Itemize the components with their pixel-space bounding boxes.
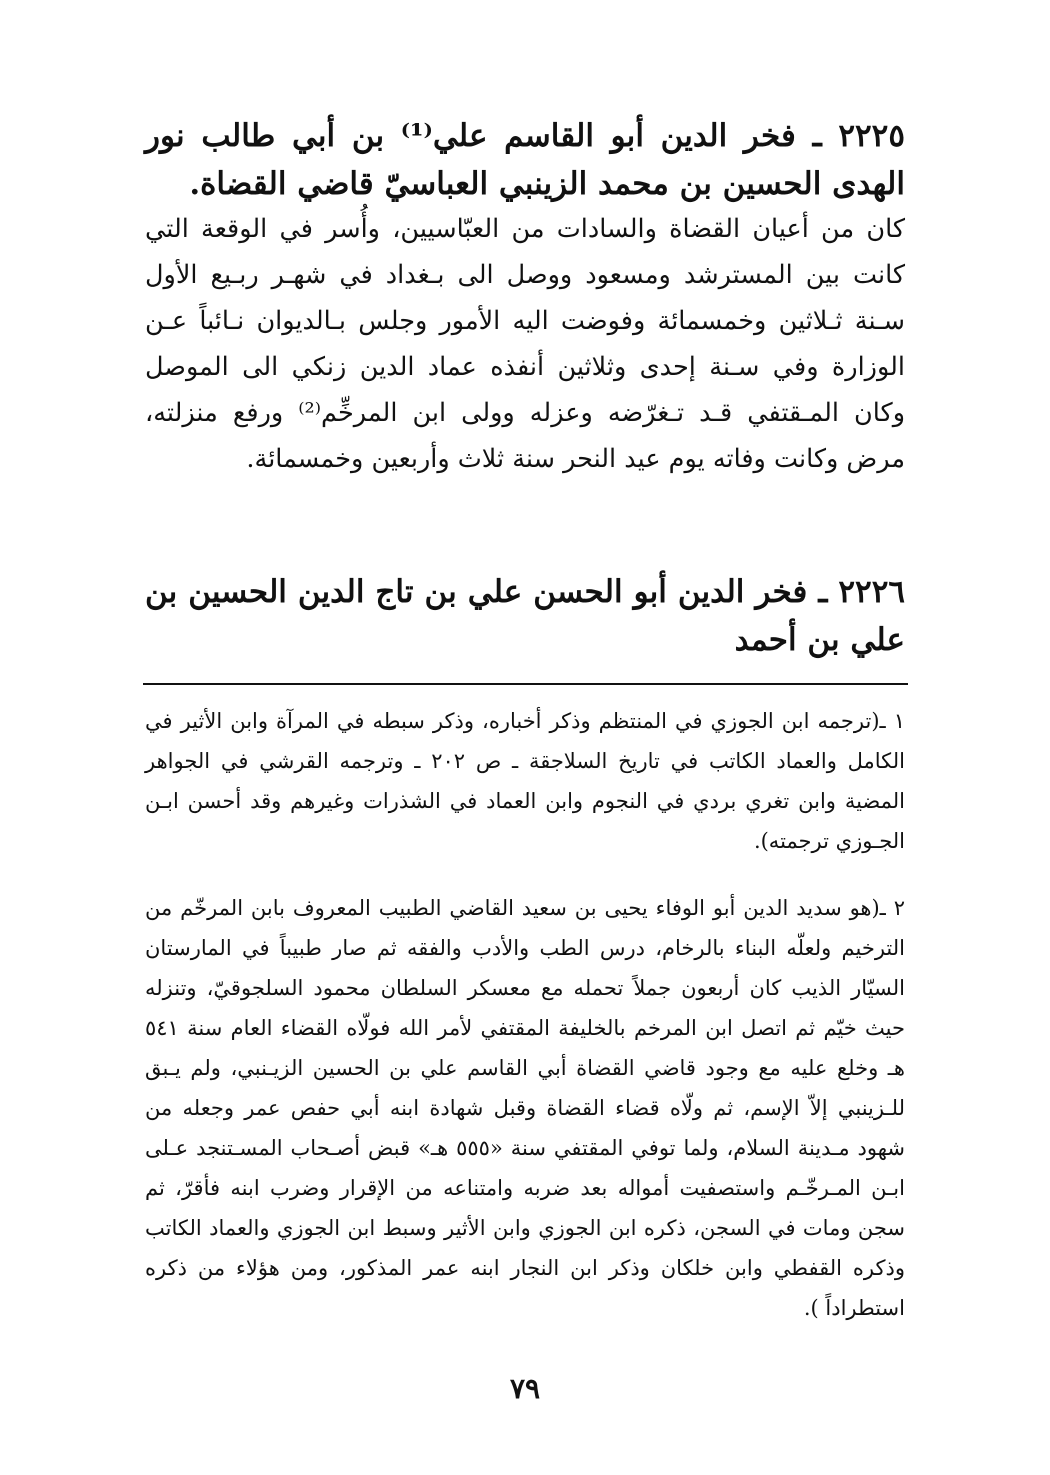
footnote-2: ٢ ـ(هو سديد الدين أبو الوفاء يحيى بن سعيد القاضي الطبيب المعروف بابن المرخّم من الترخيم ولعلّه البناء بالرخام، درس الطب والأدب والفقه ثم صار طبيباً في المارستان السيّار الذيب كان أربعون جملاً تحمله مع معسكر السلطان محمود السلجوقيّ، وتنزله حيث خيّم ثم اتصل ابن المرخم بالخليفة المقتفي لأمر الله فولّاه القضاء العام سنة ٥٤١ هـ وخلع عليه مع وجود قاضي القضاة أبي القاسم علي بن الحسين الزيـنبي، ولم يـبق للـزينبي إلاّ الإسم، ثم ولّاه قضاء القضاة وقبل شهادة ابنه أبي حفص عمر وجعله من شهود مـدينة السلام، ولما توفي المقتفي سنة «٥٥٥ هـ» قبض أصـحاب المسـتنجد عـلى ابـن المـرخّـم واستصفيت أمواله بعد ضربه وامتناعه من الإقرار وضرب ابنه فأقرّ، ثم سجن ومات في السجن، ذكره ابن الجوزي وابن الأثير وسبط ابن الجوزي والعماد الكاتب وذكره القفطي وابن خلكان وذكر ابن النجار ابنه عمر المذكور، ومن هؤلاء من ذكره استطراداً ).	[145, 896, 905, 1320]
entry-2225-heading: ٢٢٢٥ ـ فخر الدين أبو القاسم علي⁽¹⁾ بن أبي طالب نور الهدى الحسين بن محمد الزينبي العباسيّ قاضي القضاة.	[145, 118, 905, 202]
footnote-separator	[143, 683, 908, 685]
page-number: ٧٩	[509, 1372, 541, 1405]
entry-2226-heading: ٢٢٢٦ ـ فخر الدين أبو الحسن علي بن تاج الدين الحسين بن علي بن أحمد	[145, 574, 905, 658]
entry-2225-body: كان من أعيان القضاة والسادات من العبّاسيين، وأُسر في الوقعة التي كانت بين المسترشد ومسعود ووصل الى بـغداد في شهـر ربـيع الأول سـنة ثـلاثين وخمسمائة وفوضت اليه الأمور وجلس بـالديوان نـائباً عـن الوزارة وفي سـنة إحدى وثلاثين أنفذه عماد الدين زنكي الى الموصل وكان المـقتفي قـد تـغرّضه وعزله وولى ابن المرخِّم⁽²⁾ ورفع منزلته، مرض وكانت وفاته يوم عيد النحر سنة ثلاث وأربعين وخمسمائة.	[145, 214, 906, 474]
footnote-1: ١ ـ(ترجمه ابن الجوزي في المنتظم وذكر أخباره، وذكر سبطه في المرآة وابن الأثير في الكامل والعماد الكاتب في تاريخ السلاجقة ـ ص ٢٠٢ ـ وترجمه القرشي في الجواهر المضية وابن تغري بردي في النجوم وابن العماد في الشذرات وغيرهم وقد أحسن ابـن الجـوزي ترجمته).	[145, 709, 905, 853]
